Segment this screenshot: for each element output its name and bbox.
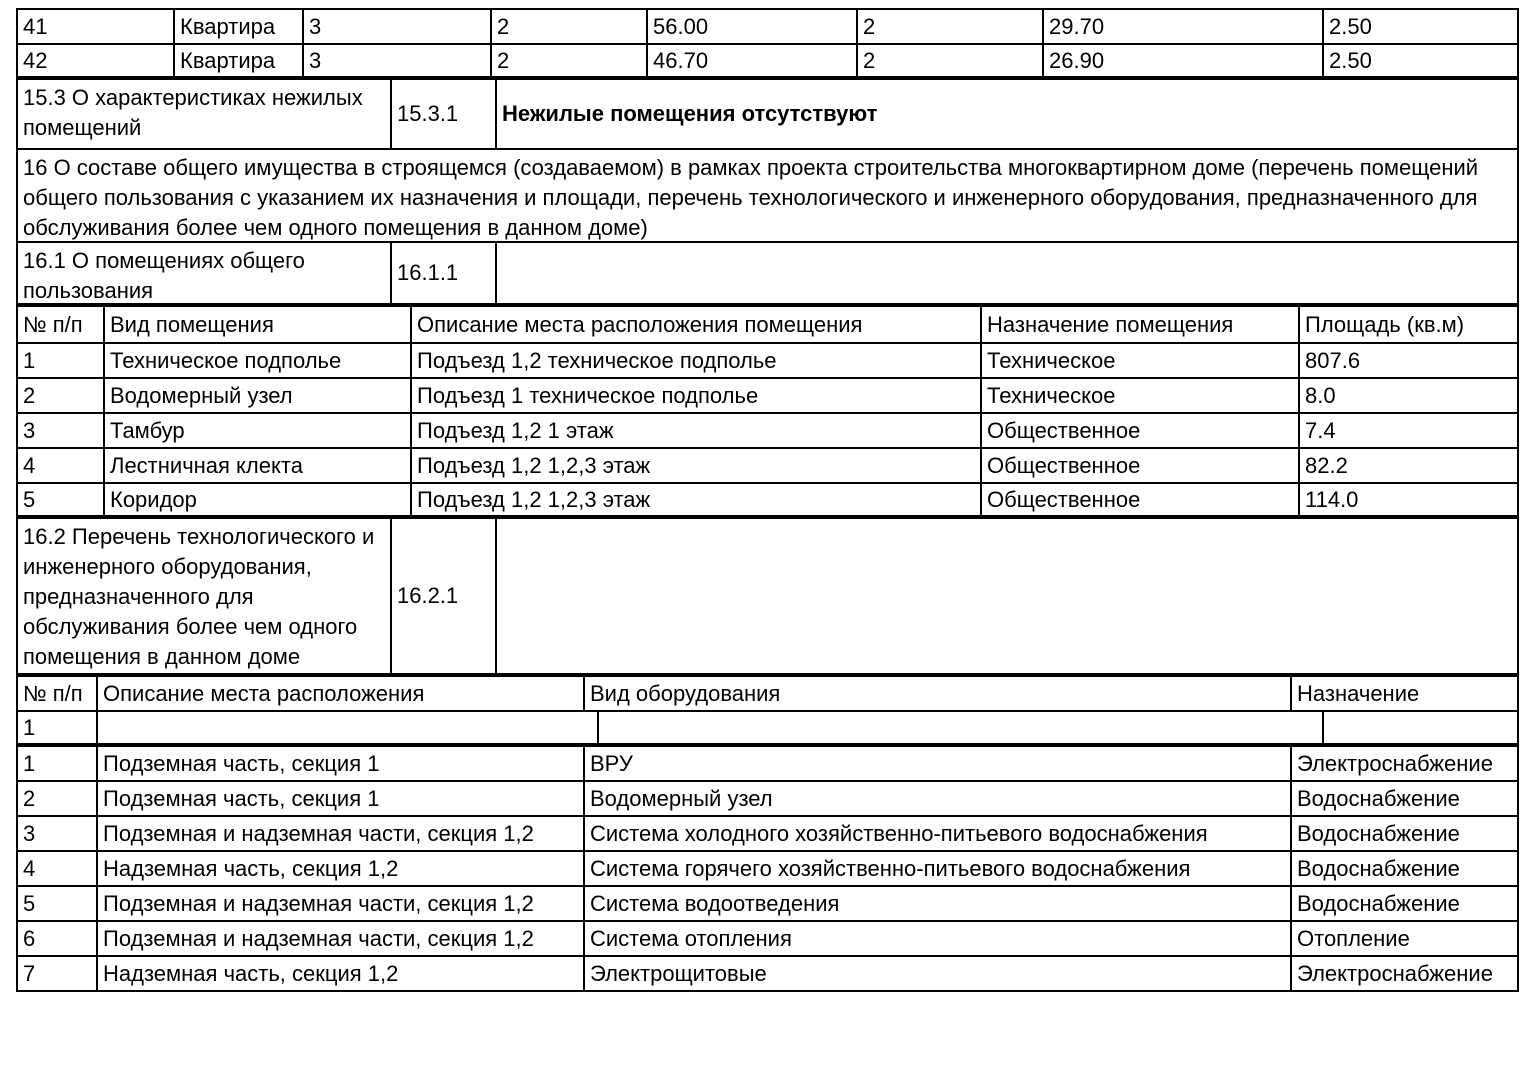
apartment-cell: 2.50 [1322, 45, 1519, 76]
premises-header-cell: № п/п [16, 307, 103, 342]
equipment-cell: Подземная часть, секция 1 [96, 782, 583, 815]
equipment-cell: Система водоотведения [583, 887, 1290, 920]
equipment-cell: ВРУ [583, 747, 1290, 780]
section-16-1-label: 16.1 О помещениях общего пользования [16, 243, 390, 303]
equipment-row [16, 852, 1519, 887]
apartment-cell: 29.70 [1042, 10, 1322, 43]
equipment-cell: Водоснабжение [1290, 852, 1519, 885]
apartment-cell: 2 [856, 10, 1042, 43]
equipment-cell: Система горячего хозяйственно-питьевого водоснабжения [583, 852, 1290, 885]
section-15-3-code: 15.3.1 [390, 80, 495, 148]
premises-cell: 82.2 [1298, 449, 1519, 482]
premises-cell: 807.6 [1298, 344, 1519, 377]
apartment-cell: 56.00 [646, 10, 856, 43]
premises-cell: Лестничная клекта [103, 449, 410, 482]
equipment-spacer-row [16, 712, 1519, 747]
equipment-header-cell: № п/п [16, 677, 96, 710]
equipment-cell: 5 [16, 887, 96, 920]
equipment-cell: Подземная и надземная части, секция 1,2 [96, 887, 583, 920]
premises-cell: 5 [16, 484, 103, 515]
premises-row [16, 484, 1519, 519]
equipment-cell: Электроснабжение [1290, 747, 1519, 780]
apartment-cell: 2 [856, 45, 1042, 76]
apartment-cell: 46.70 [646, 45, 856, 76]
apartment-cell: 3 [302, 45, 490, 76]
premises-row [16, 379, 1519, 414]
equipment-row [16, 957, 1519, 992]
apartment-cell: Квартира [173, 45, 302, 76]
apartment-cell: 26.90 [1042, 45, 1322, 76]
section-16-heading: 16 О составе общего имущества в строящемся (создаваемом) в рамках проекта строительства многоквартирном доме (перечень помещений общего пользования с указанием их назначения и площади, перечень технологического и инженерного оборудования, предназначенного для обслуживания более чем одного помещения в данном доме) [16, 150, 1519, 241]
premises-cell: Техническое подполье [103, 344, 410, 377]
equipment-cell: 7 [16, 957, 96, 990]
premises-row [16, 414, 1519, 449]
equipment-cell: 2 [16, 782, 96, 815]
section-16-2-label: 16.2 Перечень технологического и инженерного оборудования, предназначенного для обслуживания более чем одного помещения в данном доме [16, 519, 390, 673]
apartment-cell: 2 [490, 45, 646, 76]
premises-header-cell: Площадь (кв.м) [1298, 307, 1519, 342]
equipment-row [16, 782, 1519, 817]
section-16-2-code: 16.2.1 [390, 519, 495, 673]
section-16-1-code: 16.1.1 [390, 243, 495, 303]
section-15-3-value: Нежилые помещения отсутствуют [495, 80, 1519, 148]
section-15-3-label: 15.3 О характеристиках нежилых помещений [16, 80, 390, 148]
equipment-cell: Водоснабжение [1290, 782, 1519, 815]
apartment-cell: 3 [302, 10, 490, 43]
premises-cell: Водомерный узел [103, 379, 410, 412]
premises-row [16, 449, 1519, 484]
premises-header-cell: Описание места расположения помещения [410, 307, 980, 342]
apartment-row [16, 45, 1519, 80]
section-16-1-row [16, 243, 1519, 307]
premises-cell: Тамбур [103, 414, 410, 447]
apartment-cell: 2 [490, 10, 646, 43]
premises-table-header-row [16, 307, 1519, 344]
equipment-cell: Подземная часть, секция 1 [96, 747, 583, 780]
premises-cell: Коридор [103, 484, 410, 515]
premises-cell: 4 [16, 449, 103, 482]
equipment-cell: 1 [16, 747, 96, 780]
premises-cell: Общественное [980, 414, 1298, 447]
equipment-cell: Надземная часть, секция 1,2 [96, 957, 583, 990]
equipment-cell: Система отопления [583, 922, 1290, 955]
section-16-2-row [16, 519, 1519, 677]
premises-cell: Подъезд 1 техническое подполье [410, 379, 980, 412]
premises-cell: 3 [16, 414, 103, 447]
equipment-header-cell: Вид оборудования [583, 677, 1290, 710]
equipment-cell: 6 [16, 922, 96, 955]
apartment-cell: 42 [16, 45, 173, 76]
equipment-table-header-row [16, 677, 1519, 712]
equipment-cell: Водоснабжение [1290, 817, 1519, 850]
premises-cell: 8.0 [1298, 379, 1519, 412]
equipment-cell [1322, 712, 1519, 743]
apartment-cell: 41 [16, 10, 173, 43]
equipment-cell: 4 [16, 852, 96, 885]
equipment-cell: Подземная и надземная части, секция 1,2 [96, 817, 583, 850]
equipment-cell: Надземная часть, секция 1,2 [96, 852, 583, 885]
equipment-cell: Электрощитовые [583, 957, 1290, 990]
equipment-row [16, 747, 1519, 782]
premises-cell: 114.0 [1298, 484, 1519, 515]
premises-cell: Подъезд 1,2 1,2,3 этаж [410, 449, 980, 482]
premises-cell: Техническое [980, 379, 1298, 412]
equipment-cell: Система холодного хозяйственно-питьевого водоснабжения [583, 817, 1290, 850]
project-declaration-table [16, 8, 1519, 992]
equipment-cell: 1 [16, 712, 96, 743]
premises-cell: Подъезд 1,2 1,2,3 этаж [410, 484, 980, 515]
premises-header-cell: Назначение помещения [980, 307, 1298, 342]
premises-cell: Общественное [980, 484, 1298, 515]
apartment-cell: 2.50 [1322, 10, 1519, 43]
equipment-cell: 3 [16, 817, 96, 850]
premises-cell: 2 [16, 379, 103, 412]
equipment-row [16, 887, 1519, 922]
premises-cell: 1 [16, 344, 103, 377]
apartment-cell: Квартира [173, 10, 302, 43]
premises-cell: Общественное [980, 449, 1298, 482]
equipment-cell: Электроснабжение [1290, 957, 1519, 990]
equipment-cell: Отопление [1290, 922, 1519, 955]
equipment-header-cell: Назначение [1290, 677, 1519, 710]
premises-cell: Техническое [980, 344, 1298, 377]
premises-cell: Подъезд 1,2 1 этаж [410, 414, 980, 447]
section-16-1-value [495, 243, 1519, 303]
equipment-cell: Подземная и надземная части, секция 1,2 [96, 922, 583, 955]
equipment-header-cell: Описание места расположения [96, 677, 583, 710]
equipment-row [16, 922, 1519, 957]
equipment-cell: Водомерный узел [583, 782, 1290, 815]
premises-cell: Подъезд 1,2 техническое подполье [410, 344, 980, 377]
section-16-heading-row [16, 150, 1519, 243]
section-16-2-value [495, 519, 1519, 673]
premises-cell: 7.4 [1298, 414, 1519, 447]
equipment-cell [597, 712, 1322, 743]
premises-row [16, 344, 1519, 379]
equipment-cell [96, 712, 597, 743]
premises-header-cell: Вид помещения [103, 307, 410, 342]
apartment-row [16, 10, 1519, 45]
equipment-row [16, 817, 1519, 852]
equipment-cell: Водоснабжение [1290, 887, 1519, 920]
section-15-3-row [16, 80, 1519, 150]
